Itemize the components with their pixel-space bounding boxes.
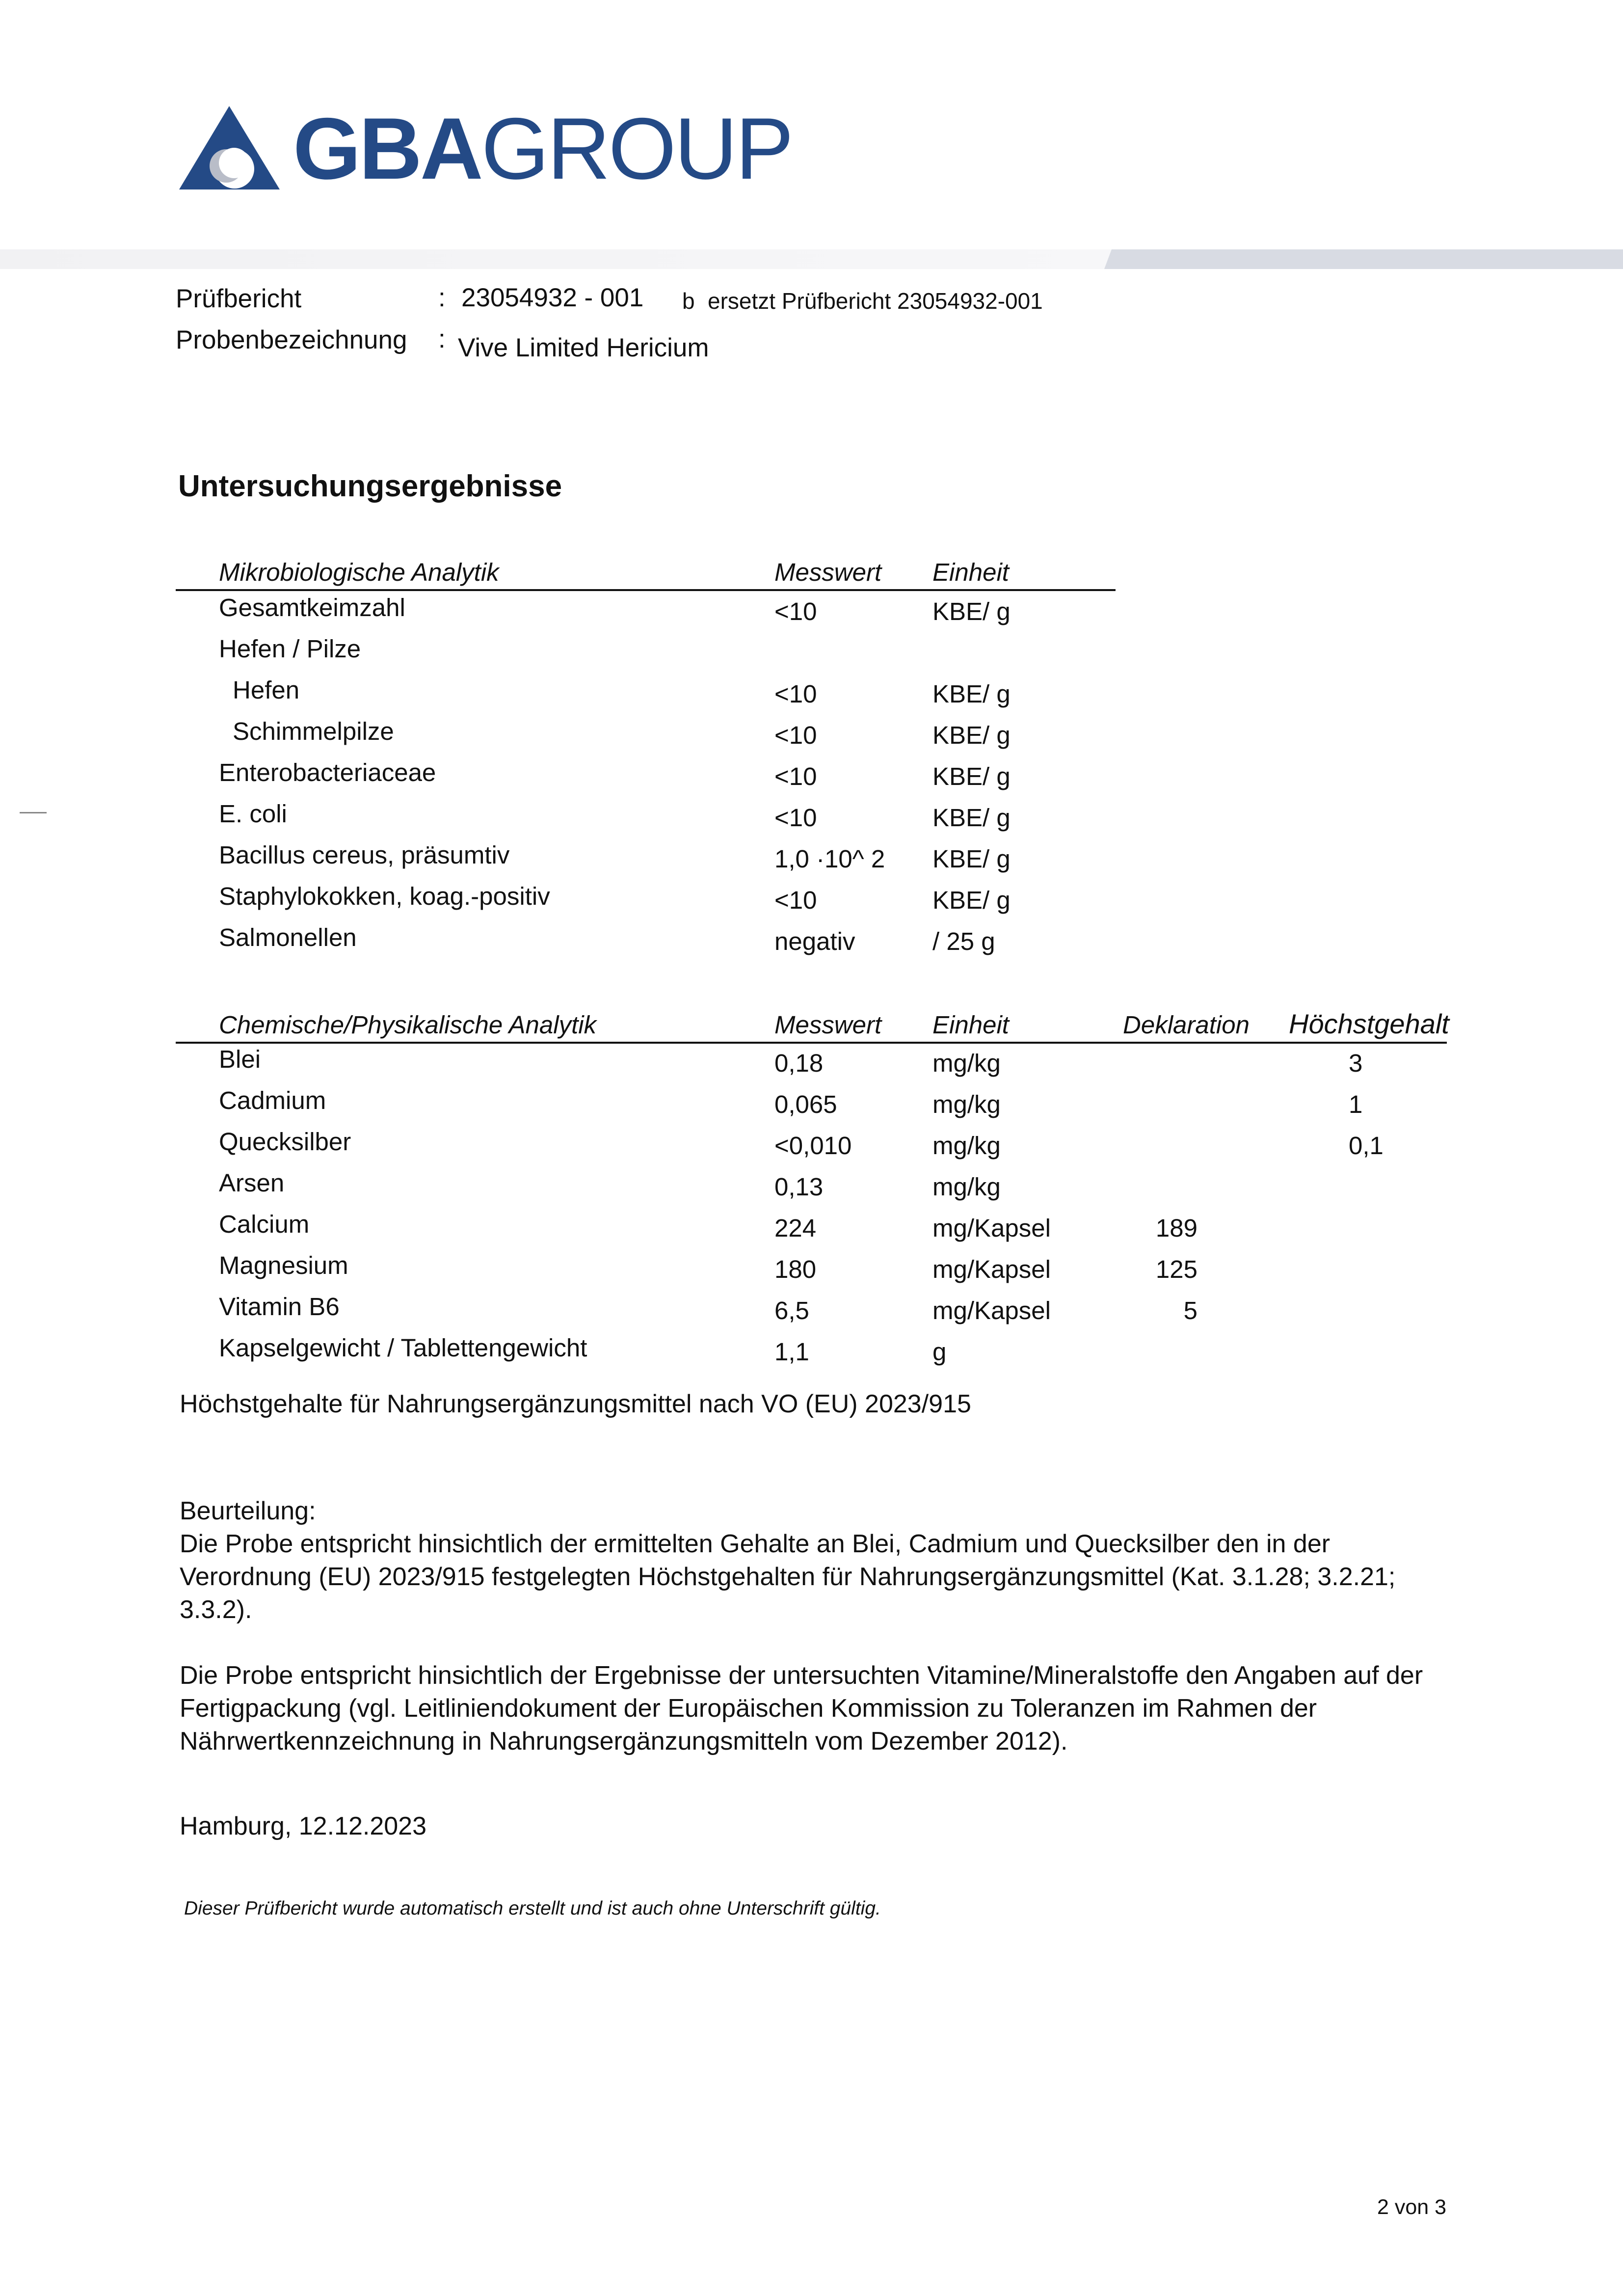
sample-name: Vive Limited Hericium <box>458 333 709 362</box>
micro-row-unit: KBE/ g <box>932 721 1011 749</box>
chem-row-value: 180 <box>774 1255 817 1283</box>
report-label: Prüfbericht <box>176 284 302 313</box>
max-content-note: Höchstgehalte für Nahrungsergänzungsmittel nach VO (EU) 2023/915 <box>180 1390 971 1418</box>
micro-row-name: Schimmelpilze <box>233 717 394 745</box>
header-band <box>0 249 1623 269</box>
chem-row-declaration: 189 <box>1155 1214 1197 1242</box>
report-number: 23054932 - 001 <box>461 283 644 312</box>
chem-row-unit: mg/Kapsel <box>932 1255 1051 1283</box>
report-revision: b <box>682 288 695 314</box>
section-title: Untersuchungsergebnisse <box>178 469 562 503</box>
triangle-crescent-icon <box>179 106 280 189</box>
chem-row-value: 0,065 <box>774 1090 837 1118</box>
micro-row-unit: / 25 g <box>932 927 995 955</box>
micro-row-value: <10 <box>774 804 817 832</box>
report-colon: : <box>438 283 446 312</box>
chem-row-unit: mg/Kapsel <box>932 1214 1051 1242</box>
chem-row-name: Blei <box>219 1045 261 1073</box>
chem-row-declaration: 5 <box>1183 1297 1197 1324</box>
report-replaces: ersetzt Prüfbericht 23054932-001 <box>708 288 1043 314</box>
micro-row-name: Hefen <box>233 676 300 704</box>
micro-row-name: Enterobacteriaceae <box>219 758 436 786</box>
micro-row-unit: KBE/ g <box>932 680 1011 708</box>
micro-row-value: negativ <box>774 927 855 955</box>
logo-wordmark <box>293 100 792 197</box>
micro-row-value: 1,0 ·10^ 2 <box>774 845 885 873</box>
logo-wordmark-bold: GBA <box>293 100 481 197</box>
chem-header-declaration: Deklaration <box>1123 1011 1250 1039</box>
micro-row-value: <10 <box>774 762 817 790</box>
chem-row-name: Cadmium <box>219 1086 326 1114</box>
chem-row-value: <0,010 <box>774 1132 852 1160</box>
chem-row-max: 1 <box>1349 1090 1363 1118</box>
chem-row-unit: mg/kg <box>932 1049 1001 1077</box>
chem-row-max: 0,1 <box>1349 1132 1384 1160</box>
page-number: 2 von 3 <box>1377 2195 1447 2219</box>
chem-row-value: 0,18 <box>774 1049 824 1077</box>
micro-row-name: E. coli <box>219 800 287 828</box>
micro-header-unit: Einheit <box>932 558 1009 586</box>
chem-row-max: 3 <box>1349 1049 1363 1077</box>
chem-row-unit: mg/kg <box>932 1132 1001 1160</box>
chem-header-rule <box>176 1042 1447 1044</box>
micro-row-unit: KBE/ g <box>932 762 1011 790</box>
micro-row-unit: KBE/ g <box>932 804 1011 832</box>
chem-header-name: Chemische/Physikalische Analytik <box>219 1011 597 1039</box>
chem-row-value: 224 <box>774 1214 817 1242</box>
margin-mark <box>20 812 47 813</box>
micro-row-value: <10 <box>774 680 817 708</box>
micro-row-value: <10 <box>774 721 817 749</box>
chem-row-unit: mg/kg <box>932 1173 1001 1201</box>
micro-header-name: Mikrobiologische Analytik <box>219 558 499 586</box>
chem-row-unit: mg/Kapsel <box>932 1297 1051 1324</box>
auto-generated-note: Dieser Prüfbericht wurde automatisch erstellt und ist auch ohne Unterschrift gültig. <box>184 1898 881 1919</box>
micro-row-name: Gesamtkeimzahl <box>219 594 405 621</box>
micro-row-name: Staphylokokken, koag.-positiv <box>219 882 550 910</box>
chem-header-value: Messwert <box>774 1011 882 1039</box>
micro-row-name: Salmonellen <box>219 923 357 951</box>
micro-row-value: <10 <box>774 886 817 914</box>
chem-row-value: 0,13 <box>774 1173 824 1201</box>
micro-row-unit: KBE/ g <box>932 597 1011 625</box>
chem-row-unit: g <box>932 1338 947 1366</box>
micro-row-value: <10 <box>774 597 817 625</box>
chem-row-name: Quecksilber <box>219 1128 351 1156</box>
logo-wordmark-light: GROUP <box>481 100 792 197</box>
chem-row-unit: mg/kg <box>932 1090 1001 1118</box>
micro-row-unit: KBE/ g <box>932 845 1011 873</box>
chem-row-declaration: 125 <box>1155 1255 1197 1283</box>
chem-row-value: 1,1 <box>774 1338 809 1366</box>
chem-row-name: Magnesium <box>219 1251 348 1279</box>
assessment-paragraph-2: Die Probe entspricht hinsichtlich der Ergebnisse der untersuchten Vitamine/Mineralstoffe den Angaben auf der Fertigpackung (vgl. Leitliniendokument der Europäischen Kommission zu Toleranzen im Rahmen der Nährwertkennzeichnung in Nahrungsergänzungsmitteln vom Dezember 2012). <box>180 1661 1423 1756</box>
micro-header-value: Messwert <box>774 558 882 586</box>
micro-row-name: Hefen / Pilze <box>219 635 361 663</box>
assessment-paragraph-1: Die Probe entspricht hinsichtlich der ermittelten Gehalte an Blei, Cadmium und Quecksilber den in der Verordnung (EU) 2023/915 festgelegten Höchstgehalten für Nahrungsergänzungsmittel (Kat. 3.1.28; 3.2.21; 3.3.2). <box>180 1530 1396 1624</box>
chem-header-max: Höchstgehalt <box>1289 1008 1449 1039</box>
gba-group-logo <box>179 100 792 197</box>
chem-row-name: Calcium <box>219 1210 310 1238</box>
micro-row-name: Bacillus cereus, präsumtiv <box>219 841 510 869</box>
chem-row-name: Vitamin B6 <box>219 1293 340 1321</box>
sample-colon: : <box>438 324 446 353</box>
assessment-title: Beurteilung: <box>180 1497 316 1525</box>
chem-header-unit: Einheit <box>932 1011 1009 1039</box>
sample-label: Probenbezeichnung <box>176 325 407 354</box>
micro-row-unit: KBE/ g <box>932 886 1011 914</box>
place-date: Hamburg, 12.12.2023 <box>180 1812 427 1840</box>
chem-row-name: Kapselgewicht / Tablettengewicht <box>219 1334 587 1362</box>
chem-row-value: 6,5 <box>774 1297 809 1324</box>
micro-header-rule <box>176 589 1116 591</box>
chem-row-name: Arsen <box>219 1169 285 1197</box>
